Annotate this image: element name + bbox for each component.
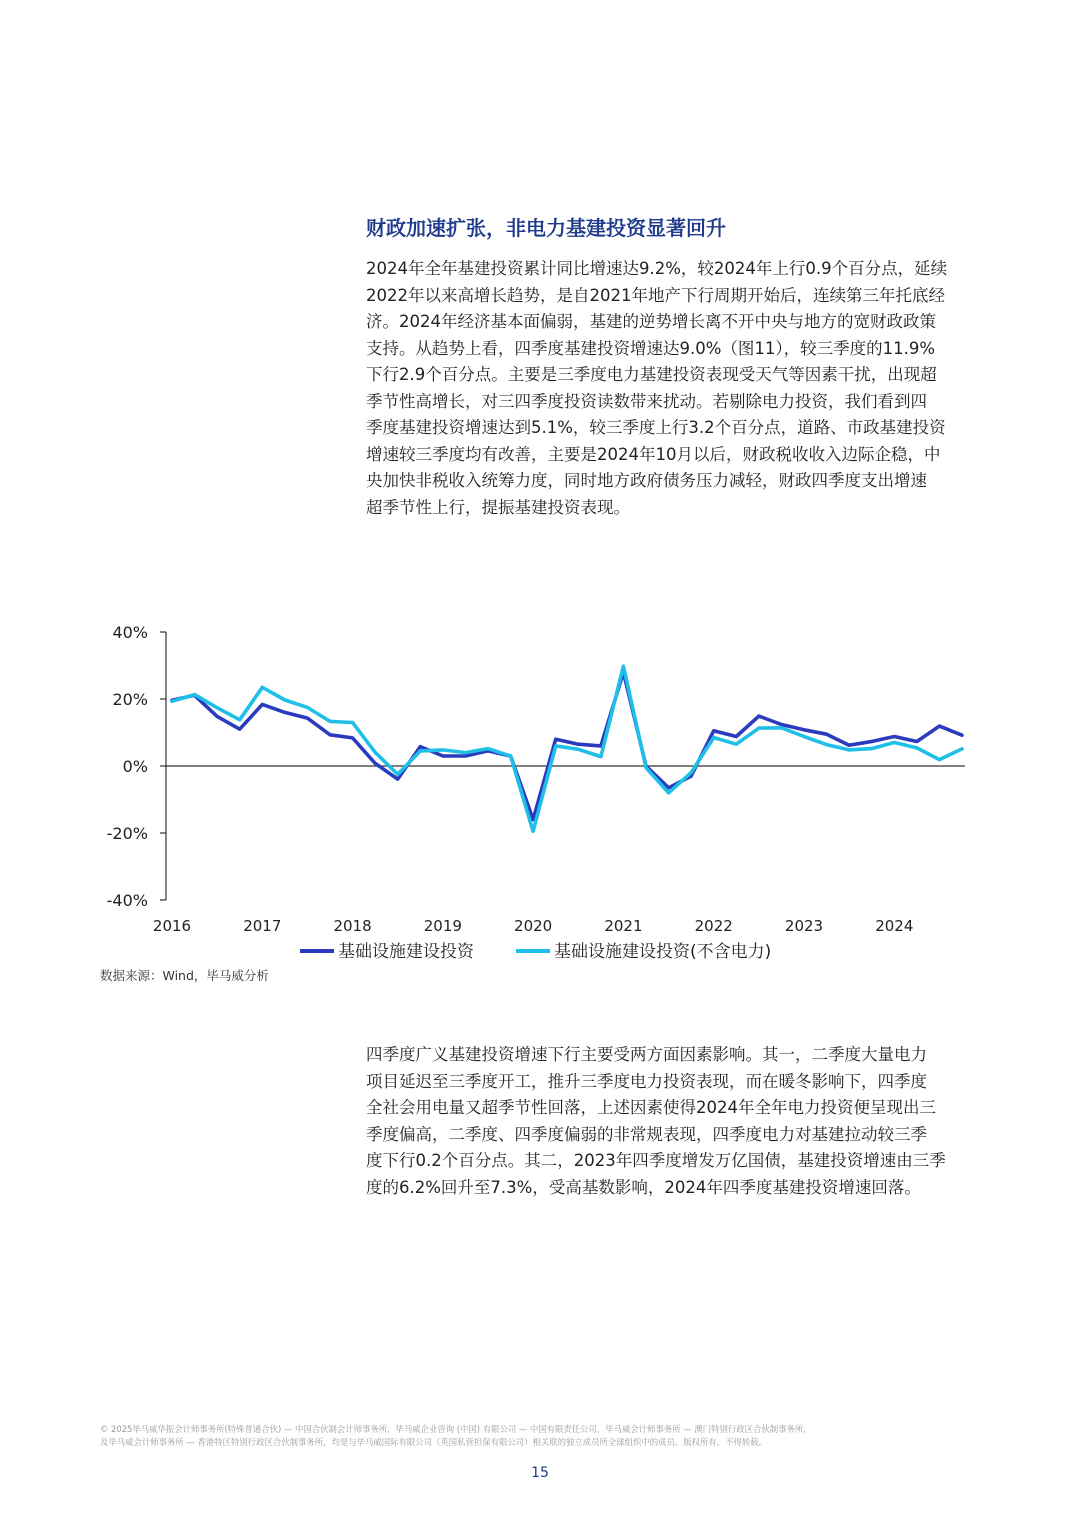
y-axis-ticks: [107, 623, 166, 910]
copyright-line: © 2025毕马威华振会计师事务所(特殊普通合伙) — 中国合伙制会计师事务所，毕马威企业咨询 (中国) 有限公司 — 中国有限责任公司，毕马威会计师事务所 — 澳门特别行政区合伙制事务所，: [100, 1424, 812, 1434]
x-axis-ticks: [153, 917, 913, 935]
x-tick-label: 2020: [514, 917, 553, 935]
series-line-2: [172, 666, 962, 831]
data-source-note: 数据来源：Wind，毕马威分析: [100, 968, 269, 983]
paragraph-line: 下行2.9个百分点。主要是三季度电力基建投资表现受天气等因素干扰，出现超: [366, 365, 937, 384]
y-tick-label: 0%: [122, 757, 148, 776]
copyright-line: 及毕马威会计师事务所 — 香港特区特别行政区合伙制事务所，均是与毕马威国际有限公司（英国私营担保有限公司）相关联的独立成员所全球组织中的成员。版权所有，不得转载。: [100, 1437, 767, 1447]
x-tick-label: 2018: [333, 917, 372, 935]
paragraph-line: 央加快非税收入统筹力度，同时地方政府债务压力减轻，财政四季度支出增速: [366, 471, 927, 490]
y-tick-label: 20%: [112, 690, 148, 709]
x-tick-label: 2019: [423, 917, 462, 935]
paragraph-line: 支持。从趋势上看，四季度基建投资增速达9.0%（图11），较三季度的11.9%: [366, 338, 936, 358]
paragraph-line: 度下行0.2个百分点。其二，2023年四季度增发万亿国债，基建投资增速由三季: [366, 1151, 946, 1170]
paragraph-line: 2024年全年基建投资累计同比增速达9.2%，较2024年上行0.9个百分点，延续: [366, 259, 948, 278]
x-tick-label: 2017: [243, 917, 282, 935]
paragraph-line: 济。2024年经济基本面偏弱，基建的逆势增长离不开中央与地方的宽财政政策: [366, 312, 936, 331]
section-heading: 财政加速扩张，非电力基建投资显著回升: [366, 216, 726, 240]
legend-label: 基础设施建设投资: [338, 942, 474, 962]
x-tick-label: 2022: [694, 917, 733, 935]
paragraph-line: 超季节性上行，提振基建投资表现。: [366, 497, 630, 517]
x-tick-label: 2021: [604, 917, 643, 935]
paragraph-line: 四季度广义基建投资增速下行主要受两方面因素影响。其一，二季度大量电力: [366, 1045, 927, 1064]
x-tick-label: 2024: [875, 917, 914, 935]
paragraph-line: 度的6.2%回升至7.3%，受高基数影响，2024年四季度基建投资增速回落。: [366, 1177, 921, 1197]
copyright-footer: [100, 1423, 980, 1449]
y-tick-label: -40%: [106, 891, 148, 910]
paragraph-line: 项目延迟至三季度开工，推升三季度电力投资表现，而在暖冬影响下，四季度: [366, 1071, 927, 1091]
x-tick-label: 2023: [784, 917, 824, 935]
paragraph-line: 2022年以来高增长趋势，是自2021年地产下行周期开始后，连续第三年托底经: [366, 285, 945, 305]
infrastructure-investment-line-chart: [0, 600, 1080, 965]
x-tick-label: 2016: [152, 917, 192, 935]
page-number: 15: [531, 1465, 549, 1481]
legend-label: 基础设施建设投资(不含电力): [554, 942, 772, 962]
y-tick-label: 40%: [112, 623, 148, 642]
body-paragraph-1: [366, 256, 986, 521]
paragraph-line: 季度偏高，二季度、四季度偏弱的非常规表现，四季度电力对基建拉动较三季: [366, 1124, 927, 1144]
chart-legend: [300, 941, 771, 962]
chart-series-lines: [172, 666, 962, 831]
paragraph-line: 全社会用电量又超季节性回落，上述因素使得2024年全年电力投资便呈现出三: [366, 1098, 936, 1117]
paragraph-line: 季度基建投资增速达到5.1%，较三季度上行3.2个百分点，道路、市政基建投资: [366, 418, 946, 437]
paragraph-line: 季节性高增长，对三四季度投资读数带来扰动。若剔除电力投资，我们看到四: [366, 391, 927, 411]
y-tick-label: -20%: [106, 824, 148, 843]
paragraph-line: 增速较三季度均有改善，主要是2024年10月以后，财政税收收入边际企稳，中: [366, 444, 941, 464]
chart-axes: [166, 632, 965, 900]
body-paragraph-2: [366, 1042, 986, 1201]
